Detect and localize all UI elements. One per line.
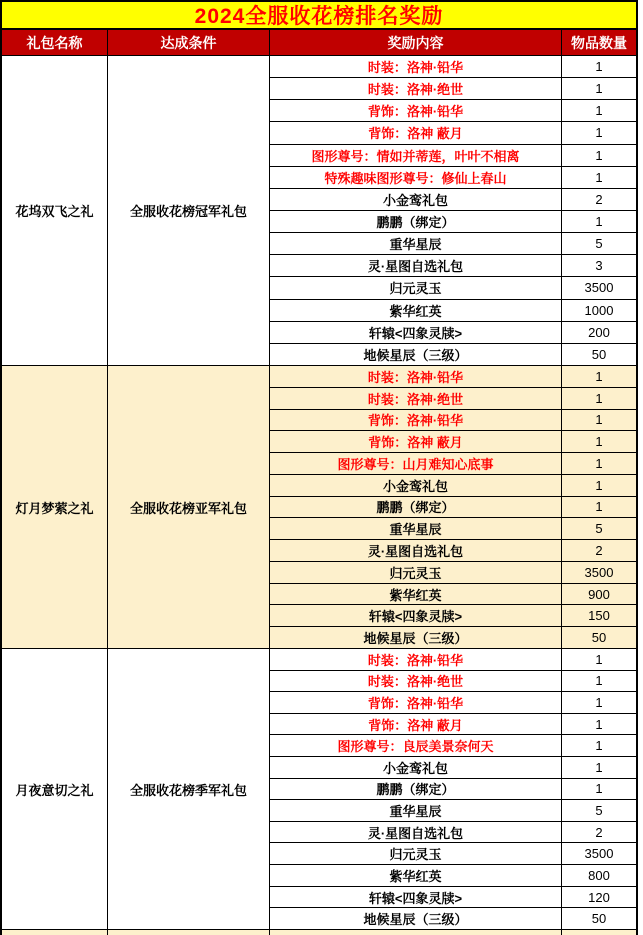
column-header-reward: 奖励内容 xyxy=(270,30,562,55)
reward-qty-cell: 1000 xyxy=(584,302,614,318)
reward-item-cell: 重华星辰 xyxy=(270,518,562,539)
partial-cell xyxy=(108,930,270,935)
reward-row xyxy=(270,344,636,365)
reward-item-cell: 灵·星图自选礼包 xyxy=(270,822,562,843)
reward-item-cell: 地候星辰（三级） xyxy=(270,344,562,365)
reward-item-cell: 时装：洛神·铅华 xyxy=(270,649,562,670)
reward-qty-cell: 200 xyxy=(588,324,610,340)
reward-qty-cell: 1 xyxy=(595,477,603,493)
reward-qty-cell: 2 xyxy=(595,191,603,207)
reward-item-cell: 鹏鹏（绑定） xyxy=(270,779,562,800)
reward-row xyxy=(270,366,636,388)
reward-row xyxy=(270,300,636,322)
reward-qty-cell: 1 xyxy=(595,59,603,75)
reward-row xyxy=(270,627,636,648)
reward-row xyxy=(270,757,636,779)
reward-qty-cell: 3500 xyxy=(584,280,614,296)
reward-qty-cell: 2 xyxy=(595,824,603,840)
column-header-quantity: 物品数量 xyxy=(571,34,627,51)
reward-qty-cell: 50 xyxy=(591,630,607,646)
reward-row xyxy=(270,649,636,671)
reward-item-cell: 背饰：洛神·铅华 xyxy=(270,692,562,713)
reward-qty-cell: 1 xyxy=(595,169,603,185)
reward-item-cell: 灵·星图自选礼包 xyxy=(270,540,562,561)
reward-item-cell: 归元灵玉 xyxy=(270,843,562,864)
reward-qty-cell: 50 xyxy=(591,911,607,927)
reward-row xyxy=(270,453,636,475)
reward-qty-cell: 800 xyxy=(588,867,610,883)
reward-item-cell: 灵·星图自选礼包 xyxy=(270,255,562,276)
table-header-row xyxy=(2,30,636,56)
reward-item-cell: 特殊趣味图形尊号：修仙上春山 xyxy=(270,167,562,188)
reward-row xyxy=(270,865,636,887)
reward-row xyxy=(270,167,636,189)
reward-qty-cell: 2 xyxy=(595,543,603,558)
reward-item-cell: 背饰：洛神 蔽月 xyxy=(270,714,562,735)
reward-row xyxy=(270,78,636,100)
reward-row xyxy=(270,255,636,277)
reward-qty-cell: 1 xyxy=(595,390,603,406)
reward-row xyxy=(270,735,636,757)
reward-qty-cell: 5 xyxy=(595,803,603,819)
reward-qty-cell: 1 xyxy=(595,781,603,797)
reward-qty-cell: 1 xyxy=(595,103,603,119)
reward-row xyxy=(270,211,636,233)
reward-item-cell: 背饰：洛神 蔽月 xyxy=(270,431,562,452)
reward-qty-cell: 1 xyxy=(595,125,603,141)
rewards-list xyxy=(270,366,636,648)
reward-qty-cell: 50 xyxy=(591,346,607,362)
rewards-list xyxy=(270,56,636,365)
reward-row xyxy=(270,800,636,822)
reward-qty-cell: 1 xyxy=(595,434,603,450)
reward-item-cell: 轩辕<四象灵牍> xyxy=(270,887,562,908)
reward-row xyxy=(270,584,636,606)
reward-item-cell: 紫华红英 xyxy=(270,584,562,605)
reward-row xyxy=(270,100,636,122)
reward-row xyxy=(270,605,636,627)
package-name-cell: 花坞双飞之礼 xyxy=(2,56,108,365)
reward-row xyxy=(270,779,636,801)
reward-qty-cell: 900 xyxy=(588,586,610,602)
condition-cell: 全服收花榜冠军礼包 xyxy=(108,56,270,365)
reward-qty-cell: 3500 xyxy=(584,846,614,862)
reward-row xyxy=(270,277,636,299)
reward-item-cell: 紫华红英 xyxy=(270,300,562,321)
reward-item-cell: 紫华红英 xyxy=(270,865,562,886)
reward-item-cell: 时装：洛神·铅华 xyxy=(270,366,562,387)
column-header-package: 礼包名称 xyxy=(2,30,108,55)
reward-item-cell: 背饰：洛神 蔽月 xyxy=(270,122,562,143)
reward-qty-cell: 1 xyxy=(595,455,603,471)
reward-row xyxy=(270,122,636,144)
reward-qty-cell: 1 xyxy=(595,81,603,97)
reward-qty-cell: 1 xyxy=(595,716,603,732)
reward-row xyxy=(270,562,636,584)
reward-qty-cell: 1 xyxy=(595,214,603,230)
reward-item-cell: 小金鸾礼包 xyxy=(270,475,562,496)
reward-item-cell: 背饰：洛神·铅华 xyxy=(270,410,562,431)
reward-row xyxy=(270,431,636,453)
reward-row xyxy=(270,714,636,736)
reward-item-cell: 归元灵玉 xyxy=(270,277,562,298)
column-header-condition: 达成条件 xyxy=(108,30,270,55)
partial-next-section-row xyxy=(2,930,636,935)
reward-qty-cell: 150 xyxy=(588,608,610,624)
reward-row xyxy=(270,322,636,344)
reward-row xyxy=(270,475,636,497)
reward-qty-cell: 1 xyxy=(595,738,603,754)
reward-row xyxy=(270,671,636,693)
table-body xyxy=(2,56,636,935)
condition-cell: 全服收花榜亚军礼包 xyxy=(108,366,270,648)
reward-row xyxy=(270,843,636,865)
partial-cell xyxy=(270,930,562,935)
reward-item-cell: 鹏鹏（绑定） xyxy=(270,211,562,232)
reward-row xyxy=(270,497,636,519)
reward-section xyxy=(2,649,636,930)
package-name-cell: 月夜意切之礼 xyxy=(2,649,108,929)
reward-qty-cell: 1 xyxy=(595,368,603,384)
reward-qty-cell: 1 xyxy=(595,147,603,163)
reward-row xyxy=(270,233,636,255)
reward-item-cell: 图形尊号：良辰美景奈何天 xyxy=(270,735,562,756)
reward-item-cell: 归元灵玉 xyxy=(270,562,562,583)
package-name-cell: 灯月梦萦之礼 xyxy=(2,366,108,648)
reward-section xyxy=(2,366,636,649)
reward-item-cell: 时装：洛神·绝世 xyxy=(270,388,562,409)
reward-item-cell: 时装：洛神·铅华 xyxy=(270,56,562,77)
page-title: 2024全服收花榜排名奖励 xyxy=(2,2,636,30)
reward-qty-cell: 1 xyxy=(595,695,603,711)
reward-item-cell: 地候星辰（三级） xyxy=(270,627,562,648)
reward-row xyxy=(270,145,636,167)
reward-row xyxy=(270,189,636,211)
reward-row xyxy=(270,540,636,562)
reward-item-cell: 轩辕<四象灵牍> xyxy=(270,322,562,343)
partial-cell xyxy=(2,930,108,935)
partial-cell xyxy=(562,930,636,935)
reward-row xyxy=(270,692,636,714)
reward-item-cell: 轩辕<四象灵牍> xyxy=(270,605,562,626)
reward-row xyxy=(270,908,636,929)
reward-item-cell: 小金鸾礼包 xyxy=(270,757,562,778)
reward-row xyxy=(270,887,636,909)
reward-item-cell: 时装：洛神·绝世 xyxy=(270,671,562,692)
rewards-list xyxy=(270,649,636,929)
reward-row xyxy=(270,388,636,410)
reward-qty-cell: 3 xyxy=(595,258,603,274)
reward-qty-cell: 1 xyxy=(595,651,603,667)
reward-row xyxy=(270,56,636,78)
reward-item-cell: 地候星辰（三级） xyxy=(270,908,562,929)
reward-qty-cell: 1 xyxy=(595,412,603,428)
condition-cell: 全服收花榜季军礼包 xyxy=(108,649,270,929)
reward-qty-cell: 1 xyxy=(595,759,603,775)
reward-item-cell: 图形尊号：情如并蒂莲，叶叶不相离 xyxy=(270,145,562,166)
sheet-right-margin xyxy=(638,0,643,935)
reward-row xyxy=(270,518,636,540)
reward-item-cell: 图形尊号：山月难知心底事 xyxy=(270,453,562,474)
reward-qty-cell: 3500 xyxy=(584,564,614,580)
reward-qty-cell: 5 xyxy=(595,521,603,537)
reward-item-cell: 时装：洛神·绝世 xyxy=(270,78,562,99)
reward-qty-cell: 1 xyxy=(595,673,603,689)
reward-item-cell: 重华星辰 xyxy=(270,800,562,821)
reward-item-cell: 小金鸾礼包 xyxy=(270,189,562,210)
reward-qty-cell: 1 xyxy=(595,499,603,515)
reward-section xyxy=(2,56,636,366)
reward-qty-cell: 120 xyxy=(588,889,610,905)
reward-row xyxy=(270,410,636,432)
reward-item-cell: 鹏鹏（绑定） xyxy=(270,497,562,518)
reward-row xyxy=(270,822,636,844)
reward-item-cell: 重华星辰 xyxy=(270,233,562,254)
reward-qty-cell: 5 xyxy=(595,236,603,252)
reward-item-cell: 背饰：洛神·铅华 xyxy=(270,100,562,121)
